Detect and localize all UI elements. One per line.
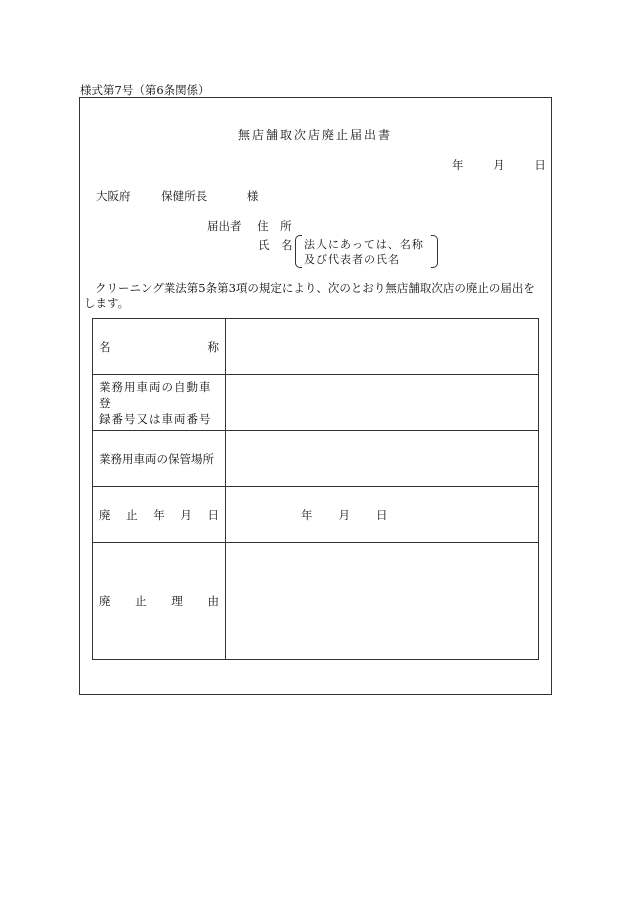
- bracket-note-line2: 及び代表者の氏名: [304, 253, 400, 266]
- vehicle-storage-value[interactable]: [226, 431, 539, 487]
- submission-date: [452, 157, 546, 173]
- closure-date-char-3: 年: [153, 507, 165, 522]
- closure-reason-char-2: 止: [135, 594, 147, 608]
- notifier-address-row: [207, 218, 292, 234]
- document-title: 無店舗取次店廃止届出書: [237, 128, 392, 142]
- closure-date-month: 月: [338, 507, 350, 522]
- closure-date-year: 年: [301, 507, 313, 522]
- intro-text: [84, 281, 546, 311]
- addressee-honorific: 様: [246, 189, 259, 203]
- closure-date-char-4: 月: [180, 507, 192, 522]
- closure-reason-char-4: 由: [207, 594, 219, 608]
- closure-reason-value[interactable]: [226, 543, 539, 660]
- addressee-prefecture: 大阪府: [96, 189, 131, 203]
- closure-date-label: [93, 487, 226, 543]
- vehicle-number-label-line1: 業務用車両の自動車登: [99, 379, 212, 410]
- closure-date-char-1: 廃: [99, 507, 111, 522]
- date-month: 月: [493, 158, 505, 172]
- bracket-note-line1: 法人にあっては、名称: [304, 238, 424, 251]
- closure-reason-char-3: 理: [171, 594, 183, 608]
- table-row: [93, 543, 539, 660]
- left-bracket: [295, 235, 302, 268]
- name-field-value[interactable]: [226, 319, 539, 375]
- table-row: [93, 431, 539, 487]
- table-row: [93, 319, 539, 375]
- intro-sentence: クリーニング業法第5条第3項の規定により、次のとおり無店舗取次店の廃止の届出をします。: [84, 281, 535, 310]
- name-label-char-2: 称: [207, 339, 219, 354]
- vehicle-number-value[interactable]: [226, 375, 539, 431]
- addressee: [96, 188, 258, 204]
- vehicle-number-label-line2: 録番号又は車両番号: [99, 411, 212, 426]
- right-bracket: [431, 235, 438, 268]
- date-day: 日: [534, 158, 546, 172]
- corporate-name-note: [295, 235, 438, 266]
- table-row: [93, 487, 539, 543]
- closure-reason-label: [93, 543, 226, 660]
- name-label-char-1: 名: [99, 339, 111, 354]
- closure-date-char-5: 日: [207, 507, 219, 522]
- form-table: [92, 318, 539, 660]
- date-year: 年: [452, 158, 464, 172]
- notifier-label: 届出者: [207, 219, 242, 233]
- closure-date-char-2: 止: [126, 507, 138, 522]
- form-number-label: 様式第7号（第6条関係）: [80, 83, 210, 97]
- name-label: 氏 名: [258, 238, 293, 252]
- name-field-label: [93, 319, 226, 375]
- address-label: 住 所: [257, 219, 292, 233]
- closure-reason-char-1: 廃: [99, 594, 111, 608]
- closure-date-value[interactable]: [226, 487, 539, 543]
- vehicle-storage-label: 業務用車両の保管場所: [93, 431, 226, 487]
- vehicle-number-label: [93, 375, 226, 431]
- closure-date-day: 日: [376, 507, 388, 522]
- table-row: [93, 375, 539, 431]
- addressee-office: 保健所長: [161, 189, 208, 203]
